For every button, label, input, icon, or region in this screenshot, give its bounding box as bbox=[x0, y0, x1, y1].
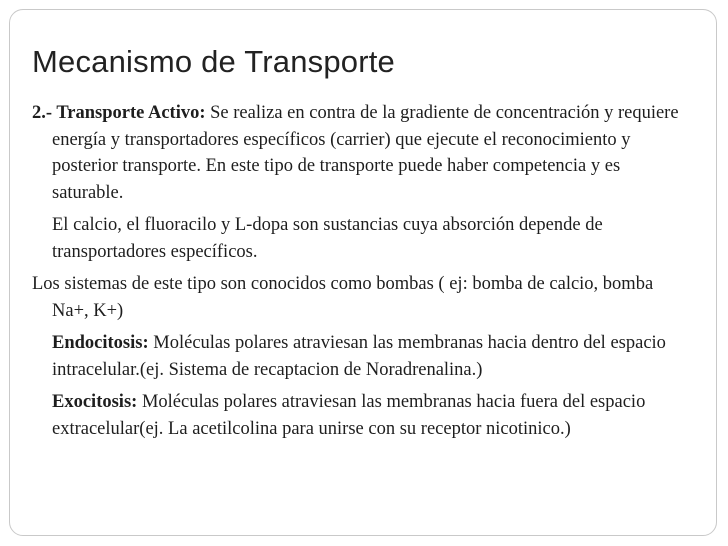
exocitosis-text: Moléculas polares atraviesan las membranas hacia fuera del espacio extracelular(ej. La acetilcolina para unirse con su receptor nicotinico.) bbox=[52, 392, 646, 439]
paragraph-transporte-activo bbox=[32, 100, 692, 206]
bombas-text: Los sistemas de este tipo son conocidos como bombas ( ej: bomba de calcio, bomba Na+, K+) bbox=[32, 274, 654, 321]
paragraph-endocitosis bbox=[32, 330, 692, 383]
slide-body bbox=[32, 100, 692, 448]
slide-title: Mecanismo de Transporte bbox=[32, 44, 395, 79]
paragraph-exocitosis bbox=[32, 389, 692, 442]
exocitosis-heading: Exocitosis: bbox=[52, 392, 138, 412]
sustancias-text: El calcio, el fluoracilo y L-dopa son sustancias cuya absorción depende de transportadores específicos. bbox=[52, 215, 603, 262]
paragraph-sustancias bbox=[32, 212, 692, 265]
transporte-activo-heading: 2.- Transporte Activo: bbox=[32, 103, 206, 123]
endocitosis-text: Moléculas polares atraviesan las membranas hacia dentro del espacio intracelular.(ej. Sistema de recaptacion de Noradrenalina.) bbox=[52, 333, 666, 380]
paragraph-bombas bbox=[32, 271, 692, 324]
transporte-activo-text: Se realiza en contra de la gradiente de concentración y requiere energía y transportadores específicos (carrier) que ejecute el reconocimiento y posterior transporte. En este tipo de transporte puede haber competencia y es saturable. bbox=[52, 103, 679, 203]
endocitosis-heading: Endocitosis: bbox=[52, 333, 149, 353]
